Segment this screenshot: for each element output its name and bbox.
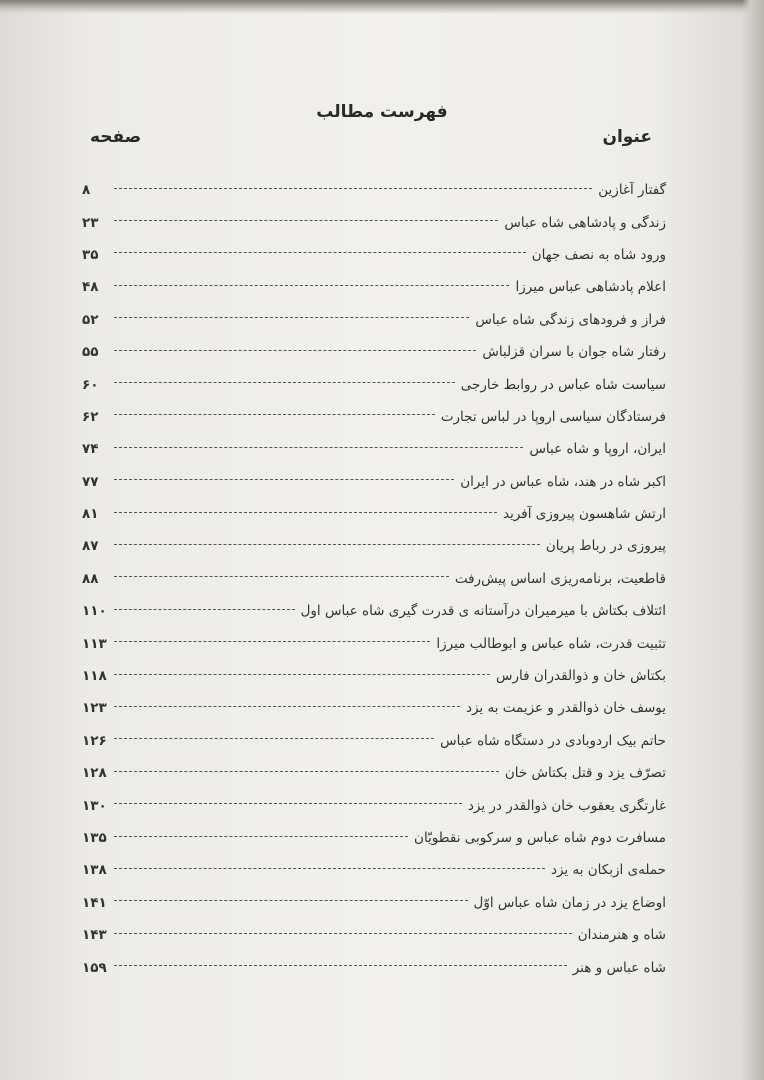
toc-page-number: ۸۸ (82, 570, 99, 587)
toc-entry-title: حمله‌ی ازبکان به یزد (550, 862, 666, 879)
toc-page-number: ۱۱۸ (82, 668, 107, 685)
toc-entry (82, 271, 666, 303)
toc-entry-title: ایران، اروپا و شاه عباس (529, 441, 666, 458)
dotted-leader (114, 414, 435, 415)
dotted-leader (114, 900, 468, 901)
toc-entry (82, 660, 666, 692)
toc-page-number: ۱۵۹ (82, 959, 107, 976)
page-binding-edge (742, 0, 764, 1080)
toc-entry-title: پیروزی در رباط پریان (545, 538, 666, 555)
toc-entry (82, 951, 666, 983)
toc-entry-title: فرستادگان سیاسی اروپا در لباس تجارت (440, 408, 666, 425)
dotted-leader (114, 933, 572, 934)
toc-page-number: ۴۸ (82, 279, 99, 296)
toc-page-number: ۱۴۳ (82, 927, 107, 944)
dotted-leader (114, 738, 434, 739)
dotted-leader (114, 868, 545, 869)
dotted-leader (114, 803, 462, 804)
toc-page-number: ۱۲۸ (82, 765, 107, 782)
toc-entry (82, 401, 666, 433)
dotted-leader (114, 252, 526, 253)
toc-page-number: ۱۳۰ (82, 797, 107, 814)
toc-page-number: ۳۵ (82, 246, 99, 263)
dotted-leader (114, 771, 499, 772)
dotted-leader (114, 285, 509, 286)
toc-entry (82, 433, 666, 465)
toc-page-number: ۶۰ (82, 376, 99, 393)
toc-entry (82, 887, 666, 919)
toc-entry-title: شاه عباس و هنر (572, 959, 666, 976)
dotted-leader (114, 479, 454, 480)
toc-page-number: ۸۷ (82, 538, 99, 555)
dotted-leader (114, 220, 498, 221)
toc-entry-title: شاه و هنرمندان (577, 927, 666, 944)
toc-entry-title: اعلام پادشاهی عباس میرزا (515, 279, 666, 296)
toc-entry (82, 595, 666, 627)
dotted-leader (114, 382, 455, 383)
dotted-leader (114, 447, 523, 448)
toc-page-number: ۱۱۳ (82, 635, 107, 652)
toc-entry (82, 627, 666, 659)
toc-entry-title: زندگی و پادشاهی شاه عباس (504, 214, 666, 231)
subject-column-heading: عنوان (602, 127, 652, 147)
toc-page-number: ۱۱۰ (82, 603, 107, 620)
toc-page-number: ۱۳۵ (82, 830, 107, 846)
toc-page-number: ۶۲ (82, 408, 99, 425)
toc-entry-title: اکبر شاه در هند، شاه عباس در ایران (460, 473, 666, 490)
toc-page-number: ۷۴ (82, 441, 99, 458)
dotted-leader (114, 188, 592, 189)
dotted-leader (114, 350, 476, 351)
toc-entry-title: رفتار شاه جوان با سران قزلباش (482, 344, 666, 361)
toc-entry-title: حاتم بیک اردوبادی در دستگاه شاه عباس (440, 732, 666, 749)
toc-page-number: ۷۷ (82, 473, 99, 490)
toc-entry-title: بکتاش خان و ذوالقدران فارس (496, 668, 666, 685)
toc-list (82, 174, 666, 984)
toc-entry (82, 789, 666, 821)
toc-entry (82, 368, 666, 400)
toc-page-number: ۲۳ (82, 214, 99, 231)
toc-page-number: ۸ (82, 182, 91, 199)
toc-entry (82, 498, 666, 530)
dotted-leader (114, 544, 540, 545)
page-column-heading: صفحه (90, 127, 142, 147)
toc-entry-title: قاطعیت، برنامه‌ریزی اساس پیش‌رفت (454, 570, 666, 587)
dotted-leader (114, 706, 460, 707)
toc-page-number: ۵۲ (82, 311, 99, 328)
toc-entry-title: ارتش شاهسون پیروزی آفرید (503, 506, 666, 523)
toc-page-number: ۸۱ (82, 506, 99, 523)
toc-entry-title: ورود شاه به نصف جهان (531, 246, 666, 263)
toc-entry-title: ائتلاف بکتاش با میرمیران درآستانه ی قدرت گیری شاه عباس اول (300, 603, 666, 620)
dotted-leader (114, 317, 469, 318)
toc-entry (82, 530, 666, 562)
toc-entry-title: اوضاع یزد در زمان شاه عباس اوّل (473, 894, 666, 911)
toc-entry-title: گفتار آغازین (598, 182, 666, 199)
toc-page-number: ۱۲۶ (82, 732, 107, 749)
toc-page-number: ۱۳۸ (82, 862, 107, 879)
dotted-leader (114, 836, 408, 837)
toc-entry (82, 206, 666, 238)
toc-entry-title: فراز و فرودهای زندگی شاه عباس (475, 311, 666, 328)
toc-entry-title: تثبیت قدرت، شاه عباس و ابوطالب میرزا (436, 635, 666, 652)
toc-entry (82, 466, 666, 498)
toc-page-number: ۱۲۳ (82, 700, 107, 717)
toc-entry-title: سیاست شاه عباس در روابط خارجی (460, 376, 666, 393)
toc-entry (82, 692, 666, 724)
toc-entry-title: مسافرت دوم شاه عباس و سرکوبی نقطویّان (414, 830, 666, 846)
toc-entry-title: غارتگری یعقوب خان ذوالقدر در یزد (467, 797, 666, 814)
toc-title: فهرست مطالب (316, 102, 448, 122)
toc-entry (82, 822, 666, 854)
toc-page-number: ۵۵ (82, 344, 99, 361)
dotted-leader (114, 674, 490, 675)
dotted-leader (114, 512, 497, 513)
dotted-leader (114, 965, 567, 966)
toc-page-number: ۱۴۱ (82, 894, 107, 911)
toc-entry (82, 757, 666, 789)
toc-entry (82, 563, 666, 595)
dotted-leader (114, 576, 449, 577)
toc-entry (82, 725, 666, 757)
toc-entry (82, 174, 666, 206)
toc-entry-title: یوسف خان ذوالقدر و عزیمت به یزد (465, 700, 666, 717)
toc-entry (82, 336, 666, 368)
page-top-shadow (0, 0, 764, 14)
toc-entry (82, 919, 666, 951)
dotted-leader (114, 641, 430, 642)
toc-entry-title: تصرّف یزد و قتل بکتاش خان (504, 765, 666, 782)
dotted-leader (114, 609, 295, 610)
toc-entry (82, 239, 666, 271)
toc-entry (82, 304, 666, 336)
toc-entry (82, 854, 666, 886)
